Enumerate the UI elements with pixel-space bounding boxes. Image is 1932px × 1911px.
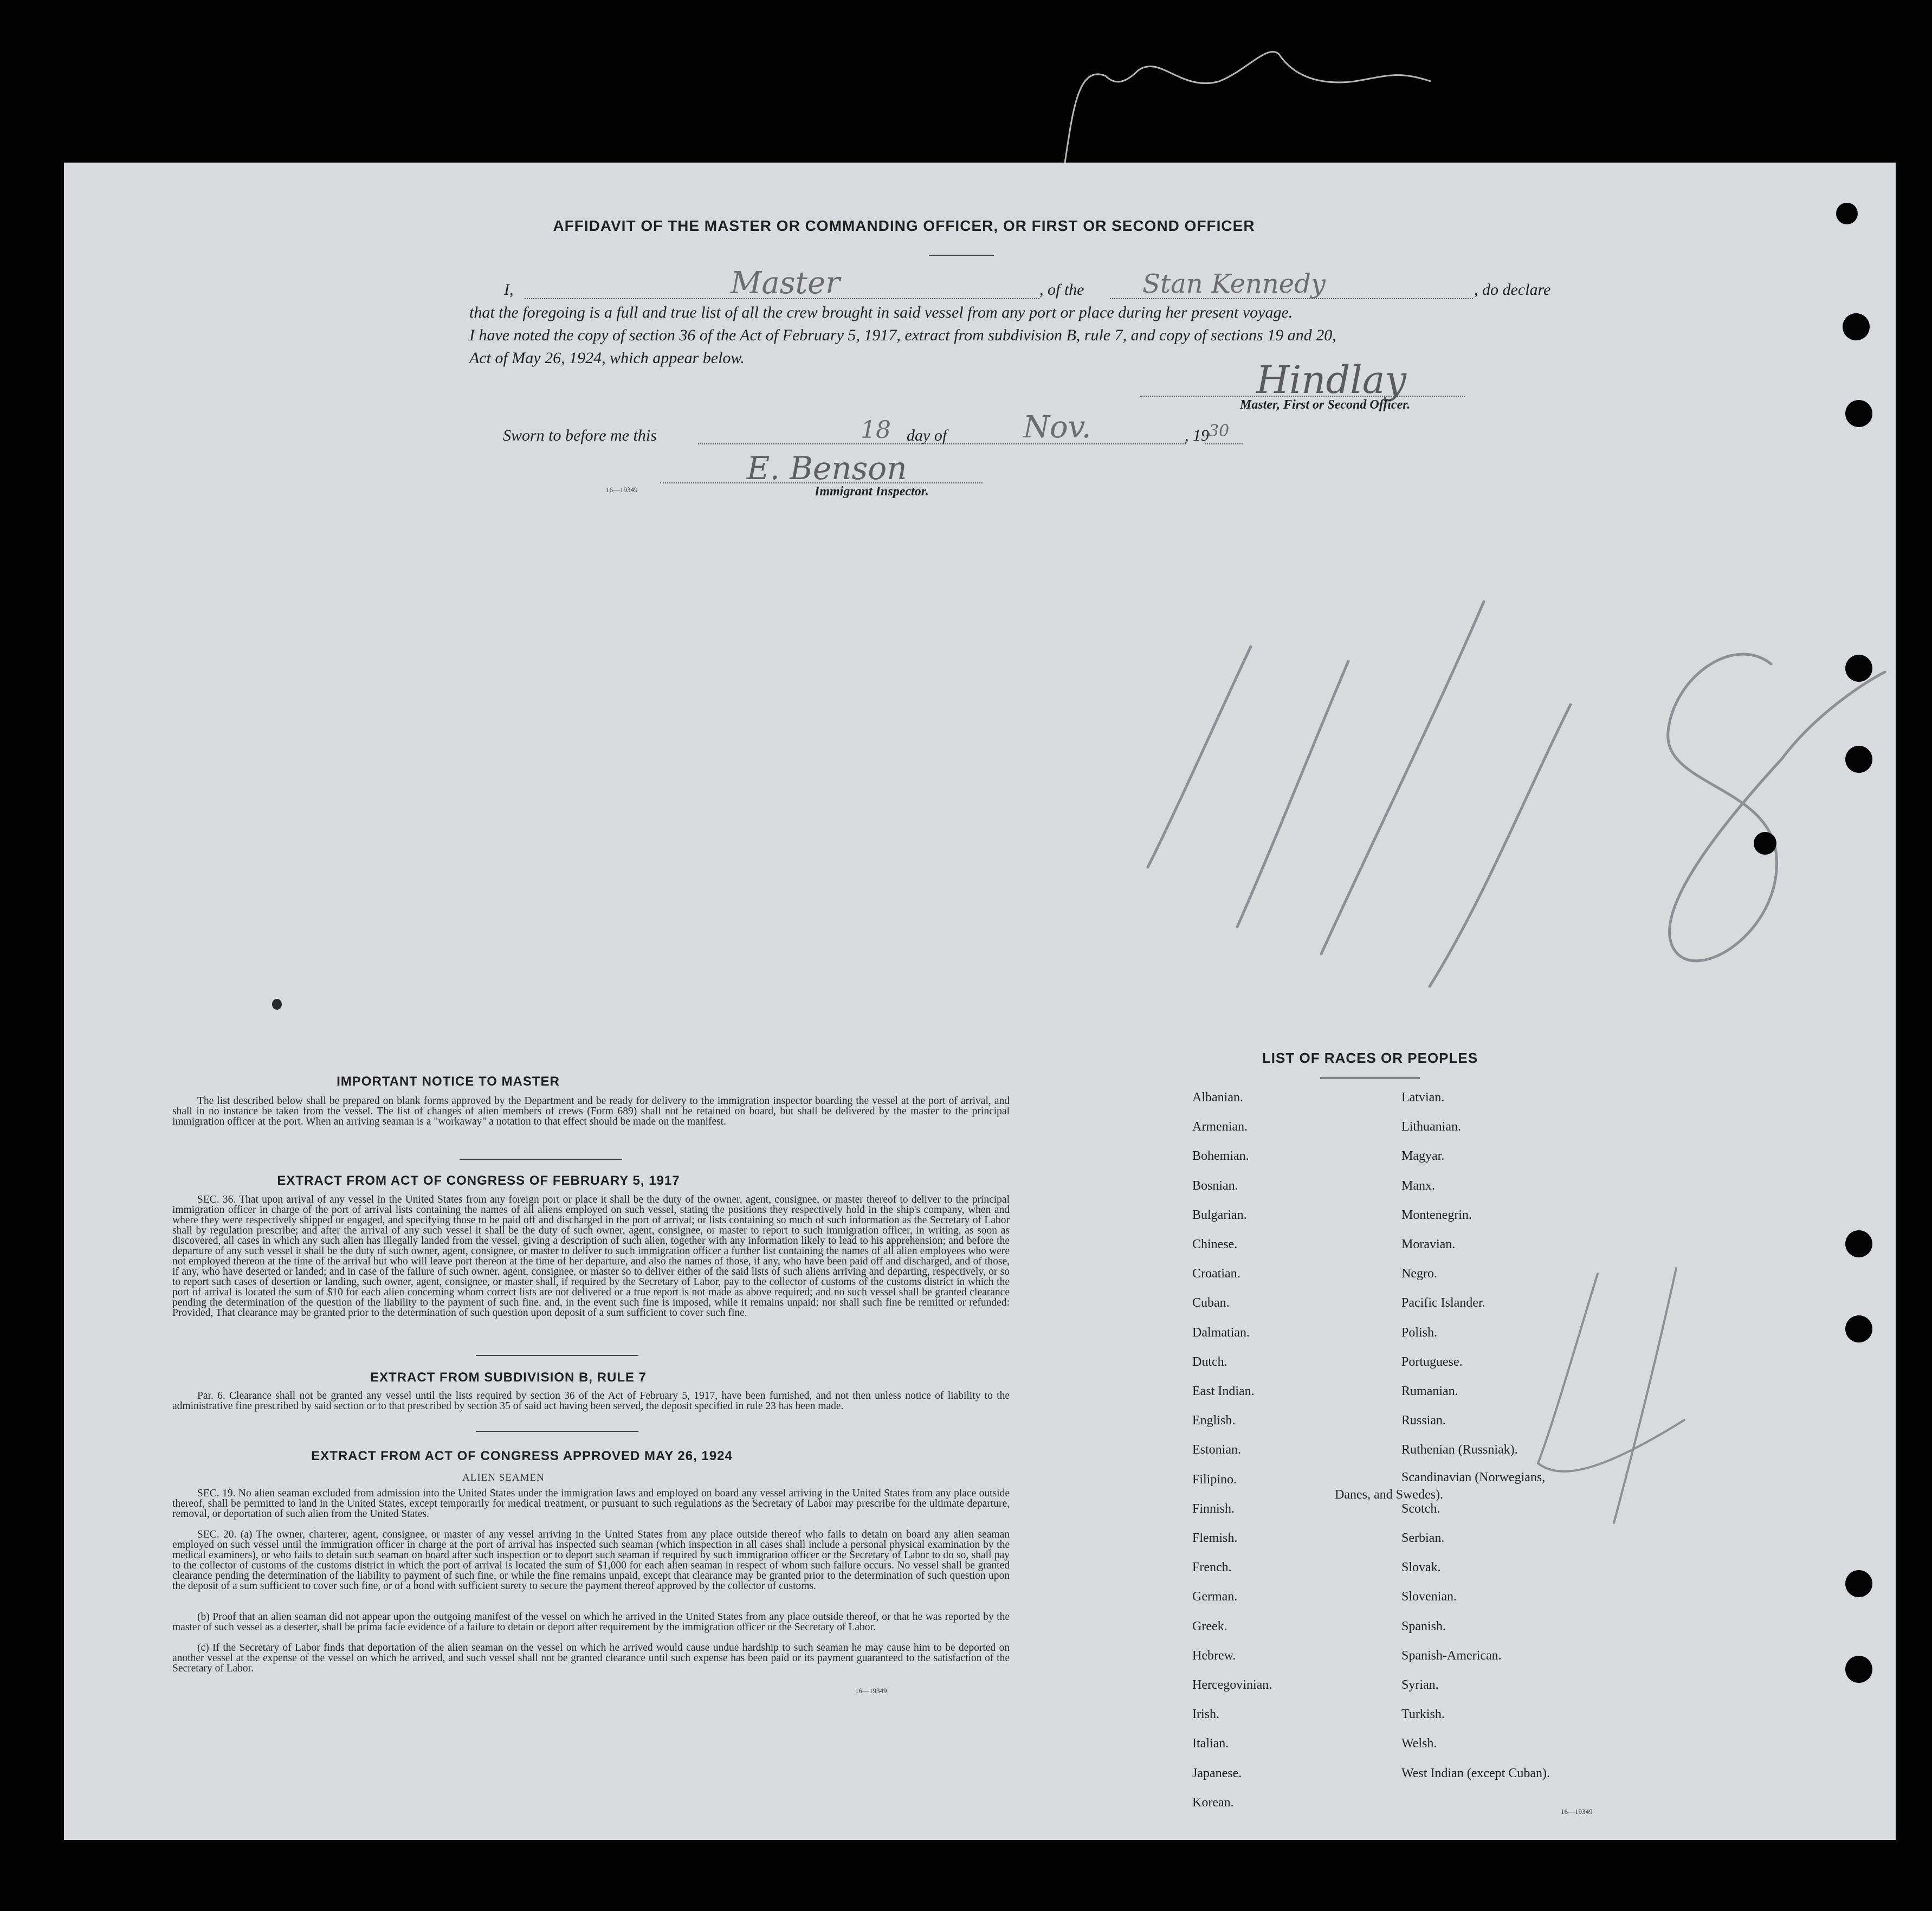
races-form-number: 16—19349 xyxy=(1561,1807,1593,1816)
race-right-item: Turkish. xyxy=(1401,1707,1445,1722)
day-handwritten: 18 xyxy=(861,416,891,444)
officer-signature: Hindlay xyxy=(1256,358,1406,402)
loose-thread xyxy=(0,0,1932,173)
race-right-item: Syrian. xyxy=(1401,1678,1439,1692)
race-left-item: English. xyxy=(1192,1413,1236,1428)
race-right-item: Lithuanian. xyxy=(1401,1120,1461,1134)
punch-hole-6 xyxy=(1845,1230,1872,1257)
race-left-item: Greek. xyxy=(1192,1619,1227,1634)
punch-hole-8 xyxy=(1845,1570,1872,1597)
race-left-item: East Indian. xyxy=(1192,1384,1255,1398)
i-label: I, xyxy=(504,281,514,299)
race-left-item: Albanian. xyxy=(1192,1090,1243,1105)
race-right-item: Manx. xyxy=(1401,1178,1435,1193)
race-right-item: Spanish. xyxy=(1401,1619,1446,1634)
race-right-item: Serbian. xyxy=(1401,1531,1445,1545)
race-right-item: Spanish-American. xyxy=(1401,1648,1502,1663)
race-right-item: Scandinavian (Norwegians, xyxy=(1401,1470,1546,1484)
race-left-item: Bosnian. xyxy=(1192,1178,1238,1193)
inspector-signature: E. Benson xyxy=(747,450,907,487)
race-left-item: Estonian. xyxy=(1192,1443,1241,1457)
race-right-item: Russian. xyxy=(1401,1413,1446,1428)
punch-hole-11 xyxy=(272,999,282,1010)
affidavit-title: AFFIDAVIT OF THE MASTER OR COMMANDING OFFICER, OR FIRST OR SECOND OFFICER xyxy=(553,217,1255,234)
extract-1924-subtitle: ALIEN SEAMEN xyxy=(462,1472,545,1483)
punch-hole-3 xyxy=(1845,655,1872,682)
race-left-item: German. xyxy=(1192,1590,1238,1604)
race-right-item: Rumanian. xyxy=(1401,1384,1458,1398)
sworn-label: Sworn to before me this xyxy=(503,427,657,444)
race-right-item: Slovak. xyxy=(1401,1560,1441,1575)
punch-hole-9 xyxy=(1845,1656,1872,1683)
extract-1924-sec20a: SEC. 20. (a) The owner, charterer, agent, consignee, or master of any vessel arriving in the United States from any place outside thereof who fails to detain on board any alien seaman employed on such vessel until the immigration officer in charge at the port of arrival has inspected such seaman (which inspection in all cases shall include a personal physical examination by the medical examiners), or who fails to detain such seaman on board after such inspection or to deport such seaman if required by such immigration officer or the Secretary of Labor to do so, shall pay to the collector of customs of the customs district in which the port of arrival is located the sum of $1,000 for each alien seaman in respect of whom such failure occurs. No vessel shall be granted clearance pending the determination of the liability to payment of such fine, or while the fine remains unpaid, except that clearance may be granted prior to the determination of such question upon the deposit of a sum sufficient to cover such fine, or of a bond with sufficient surety to secure the payment thereof approved by the collector of customs. xyxy=(172,1529,1010,1592)
race-left-item: French. xyxy=(1192,1560,1232,1575)
year-prefix: , 19 xyxy=(1185,427,1209,444)
race-left-item: Chinese. xyxy=(1192,1237,1238,1251)
of-the-label: , of the xyxy=(1039,281,1084,299)
year-line xyxy=(1205,443,1243,444)
extract-1924-title: EXTRACT FROM ACT OF CONGRESS APPROVED MAY 26, 1924 xyxy=(311,1449,733,1463)
race-right-item: Montenegrin. xyxy=(1401,1208,1472,1222)
affidavit-line-4: Act of May 26, 1924, which appear below. xyxy=(469,349,745,367)
notice-text: The list described below shall be prepared on blank forms approved by the Department and be ready for delivery to the immigration inspector boarding the vessel at the port of arrival, and shall in no instance be taken from the vessel. The list of changes of alien members of crews (Form 689) shall not be retained on board, but shall be delivered by the master to the principal immigration officer at the port. When an arriving seaman is a "workaway" a notation to that effect should be made on the manifest. xyxy=(172,1095,1010,1127)
notice-divider xyxy=(460,1159,622,1160)
extract-1917-text: SEC. 36. That upon arrival of any vessel in the United States from any foreign port or place it shall be the duty of the owner, agent, consignee, or master thereof to deliver to the principal immigration officer in charge of the port of arrival lists containing the names of all aliens employed on such vessel, stating the positions they respectively hold in the ship's company, when and where they were respectively shipped or engaged, and specifying those to be paid off and discharged in the port of arrival; or lists containing so much of such information as the Secretary of Labor shall by regulation prescribe; and after the arrival of any such vessel it shall be the duty of such owner, agent, consignee, or master to report to such immigration officer, in writing, as soon as discovered, all cases in which any such alien has illegally landed from the vessel, giving a description of such alien, together with any information likely to lead to his apprehension; and before the departure of any such vessel it shall be the duty of such owner, agent, consignee, or master to deliver to such immigration officer a further list containing the names of all alien employees who were not employed thereon at the time of the arrival but who will leave port thereon at the time of her departure, and also the names of those, if any, who have been paid off and discharged, and of those, if any, who have deserted or landed; and in case of the failure of such owner, agent, consignee, or master so to deliver either of the said lists of such aliens arriving and departing, respectively, or so to report such cases of desertion or landing, such owner, agent, consignee, or master shall, if required by the Secretary of Labor, pay to the collector of customs of the customs district in which the port of arrival is located the sum of $10 for each alien concerning whom correct lists are not delivered or a true report is not made as above required; and no such vessel shall be granted clearance pending the determination of the question of the liability to the payment of such fine, and, in the event such fine is imposed, while it remains unpaid; nor shall such fine be remitted or refunded: Provided, That clearance may be granted prior to the determination of such question upon deposit of a sum sufficient to cover such fine. xyxy=(172,1194,1010,1319)
race-right-item: Moravian. xyxy=(1401,1237,1456,1251)
affidavit-line-3: I have noted the copy of section 36 of the Act of February 5, 1917, extract from subdivision B, rule 7, and copy of sections 19 and 20, xyxy=(469,326,1336,344)
extract-1924-form-number: 16—19349 xyxy=(855,1687,887,1695)
day-of-label: day of xyxy=(907,427,947,444)
punch-hole-10 xyxy=(1836,203,1858,224)
extract-1917-divider xyxy=(476,1355,638,1356)
punch-hole-5 xyxy=(1754,832,1776,855)
extract-1917-title: EXTRACT FROM ACT OF CONGRESS OF FEBRUARY 5, 1917 xyxy=(277,1173,680,1188)
race-left-item: Finnish. xyxy=(1192,1501,1235,1516)
race-left-item: Japanese. xyxy=(1192,1766,1242,1780)
race-right-item: West Indian (except Cuban). xyxy=(1401,1766,1550,1780)
race-left-item: Hercegovinian. xyxy=(1192,1678,1272,1692)
race-left-item: Bohemian. xyxy=(1192,1149,1249,1164)
race-right-item: Welsh. xyxy=(1401,1736,1437,1751)
race-left-item: Croatian. xyxy=(1192,1267,1240,1281)
title-divider xyxy=(929,255,994,256)
race-left-item: Irish. xyxy=(1192,1707,1219,1722)
race-right-item: Ruthenian (Russniak). xyxy=(1401,1443,1518,1457)
race-left-item: Bulgarian. xyxy=(1192,1208,1247,1222)
race-left-item: Hebrew. xyxy=(1192,1648,1236,1663)
punch-hole-4 xyxy=(1845,746,1872,773)
race-right-item: Danes, and Swedes). xyxy=(1335,1487,1443,1502)
race-right-item: Latvian. xyxy=(1401,1090,1445,1105)
race-left-item: Dutch. xyxy=(1192,1354,1227,1369)
form-page xyxy=(64,163,1896,1840)
race-right-item: Pacific Islander. xyxy=(1401,1296,1485,1310)
races-title: LIST OF RACES OR PEOPLES xyxy=(1262,1050,1478,1066)
race-left-item: Flemish. xyxy=(1192,1531,1238,1545)
extract-rule7-title: EXTRACT FROM SUBDIVISION B, RULE 7 xyxy=(370,1370,647,1385)
officer-title-handwritten: Master xyxy=(731,266,840,301)
race-left-item: Cuban. xyxy=(1192,1296,1230,1310)
extract-1924-sec20b: (b) Proof that an alien seaman did not appear upon the outgoing manifest of the vessel on which he arrived in the United States from any place outside thereof, or that he was reported by the master of such vessel as a deserter, shall be prima facie evidence of a failure to detain or deport after requirement by the immigration officer or the Secretary of Labor. xyxy=(172,1611,1010,1633)
extract-1924-sec19: SEC. 19. No alien seaman excluded from admission into the United States under the immigration laws and employed on board any vessel arriving in the United States from any place outside thereof, shall be permitted to land in the United States, except temporarily for medical treatment, or pursuant to such regulations as the Secretary of Labor may prescribe for the ultimate departure, removal, or deportation of such alien from the United States. xyxy=(172,1488,1010,1520)
race-right-item: Portuguese. xyxy=(1401,1354,1463,1369)
affidavit-form-number: 16—19349 xyxy=(606,486,638,494)
year-handwritten: 30 xyxy=(1209,422,1230,441)
punch-hole-7 xyxy=(1845,1315,1872,1342)
race-right-item: Negro. xyxy=(1401,1267,1437,1281)
extract-rule7-text: Par. 6. Clearance shall not be granted any vessel until the lists required by section 36 of the Act of February 5, 1917, have been furnished, and not then unless notice of liability to the administrative fine prescribed by said section or to that prescribed by section 35 of said act having been served, the deposit specified in rule 23 has been made. xyxy=(172,1390,1010,1412)
affidavit-line-2: that the foregoing is a full and true list of all the crew brought in said vessel from any port or place during her present voyage. xyxy=(469,304,1293,321)
extract-1924-sec20c: (c) If the Secretary of Labor finds that deportation of the alien seaman on the vessel on which he arrived would cause undue hardship to such seaman he may cause him to be deported on another vessel at the expense of the vessel on which he arrived, and such vessel shall not be granted clearance until such expense has been paid or its payment guaranteed to the satisfaction of the Secretary of Labor. xyxy=(172,1642,1010,1674)
notice-title: IMPORTANT NOTICE TO MASTER xyxy=(337,1074,560,1089)
race-left-item: Korean. xyxy=(1192,1795,1234,1810)
race-right-item: Scotch. xyxy=(1401,1501,1440,1516)
do-declare-label: , do declare xyxy=(1474,281,1551,299)
extract-rule7-divider xyxy=(476,1431,638,1432)
vessel-name-handwritten: Stan Kennedy xyxy=(1142,269,1326,299)
race-left-item: Italian. xyxy=(1192,1736,1229,1751)
officer-signature-line xyxy=(1140,396,1465,397)
race-left-item: Armenian. xyxy=(1192,1120,1248,1134)
inspector-line xyxy=(660,482,983,483)
inspector-caption: Immigrant Inspector. xyxy=(815,485,929,499)
race-left-item: Filipino. xyxy=(1192,1472,1237,1487)
race-left-item: Dalmatian. xyxy=(1192,1325,1250,1340)
month-handwritten: Nov. xyxy=(1023,410,1091,445)
punch-hole-2 xyxy=(1845,400,1872,427)
punch-hole-1 xyxy=(1843,313,1870,340)
officer-signature-caption: Master, First or Second Officer. xyxy=(1240,398,1411,412)
race-right-item: Magyar. xyxy=(1401,1149,1445,1164)
race-right-item: Polish. xyxy=(1401,1325,1438,1340)
race-right-item: Slovenian. xyxy=(1401,1590,1457,1604)
races-divider xyxy=(1320,1077,1420,1079)
